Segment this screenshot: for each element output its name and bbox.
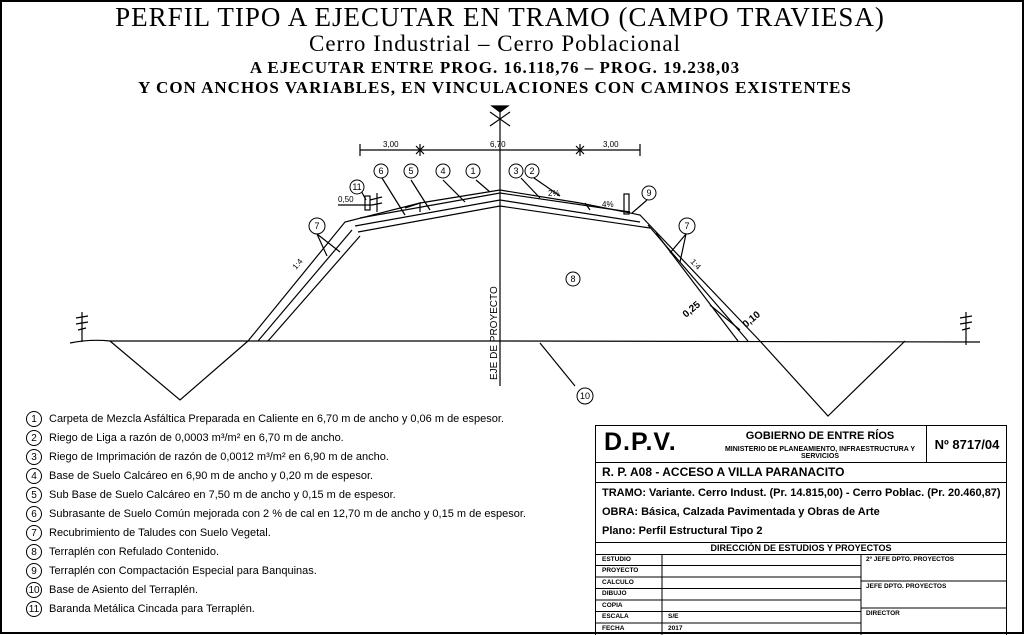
plan-number: Nº 8717/04 bbox=[926, 426, 1007, 462]
dpv-logo-text: D.P.V. bbox=[604, 428, 677, 456]
subtitle: Cerro Industrial – Cerro Poblacional bbox=[309, 31, 681, 56]
axis-label: EJE DE PROYECTO bbox=[489, 286, 500, 380]
dim-left-label: 3,00 bbox=[383, 140, 399, 149]
callout-11: 11 bbox=[352, 182, 362, 192]
callout-1: 1 bbox=[470, 166, 476, 176]
row-copia: COPIA bbox=[602, 602, 623, 609]
row-fecha: FECHA bbox=[602, 625, 625, 632]
callout-4: 4 bbox=[440, 166, 446, 176]
ground-line bbox=[70, 340, 980, 343]
escala-value: S/E bbox=[668, 613, 679, 620]
thick-010-label: 0,10 bbox=[740, 309, 763, 331]
jefe2-label: 2º JEFE DPTO. PROYECTOS bbox=[866, 556, 955, 563]
title-block bbox=[595, 425, 1007, 635]
dim-right-label: 3,00 bbox=[603, 140, 619, 149]
signature-grid bbox=[596, 554, 1006, 635]
direccion-label: DIRECCIÓN DE ESTUDIOS Y PROYECTOS bbox=[710, 543, 892, 553]
legend-item: 11 Baranda Metálica Cincada para Terraplén. bbox=[26, 600, 255, 618]
fecha-value: 2017 bbox=[668, 625, 683, 632]
row-estudio: ESTUDIO bbox=[602, 556, 631, 563]
legend-item: 7 Recubrimiento de Taludes con Suelo Vegetal. bbox=[26, 524, 271, 542]
callout-3: 3 bbox=[513, 166, 519, 176]
legend-item: 3 Riego de Imprimación de razón de 0,0012 m³/m² en 6,90 m de ancho. bbox=[26, 448, 389, 466]
director-label: DIRECTOR bbox=[866, 610, 900, 617]
right-ditch bbox=[760, 341, 905, 416]
callout-8: 8 bbox=[570, 274, 576, 284]
anchos-line: Y CON ANCHOS VARIABLES, EN VINCULACIONES CON CAMINOS EXISTENTES bbox=[138, 78, 852, 97]
dim-baranda-label: 0,50 bbox=[338, 195, 354, 204]
callout-7-left: 7 bbox=[314, 221, 320, 231]
ruta-label: R. P. A08 - ACCESO A VILLA PARANACITO bbox=[602, 465, 845, 479]
legend-item: 2 Riego de Liga a razón de 0,0003 m³/m² en 6,70 m de ancho. bbox=[26, 429, 344, 447]
ministerio-label: MINISTERIO DE PLANEAMIENTO, INFRAESTRUCTURA Y SERVICIOS bbox=[724, 446, 916, 460]
dim-center-label: 6,70 bbox=[490, 140, 506, 149]
jefe-label: JEFE DPTO. PROYECTOS bbox=[866, 583, 947, 590]
legend-item: 4 Base de Suelo Calcáreo en 6,90 m de ancho y 0,20 m de espesor. bbox=[26, 467, 373, 485]
legend-item: 8 Terraplén con Refulado Contenido. bbox=[26, 543, 219, 561]
obra-label: OBRA: Básica, Calzada Pavimentada y Obras de Arte bbox=[602, 506, 880, 518]
utility-pole-left bbox=[76, 312, 88, 342]
slope-4-label: 4% bbox=[602, 200, 614, 209]
topsoil-left bbox=[258, 230, 352, 341]
legend-item: 9 Terraplén con Compactación Especial para Banquinas. bbox=[26, 562, 317, 580]
callout-5: 5 bbox=[408, 166, 414, 176]
plano-label: Plano: Perfil Estructural Tipo 2 bbox=[602, 525, 763, 537]
row-proyecto: PROYECTO bbox=[602, 567, 639, 574]
talud-right-label: 1:4 bbox=[688, 257, 703, 272]
callout-10: 10 bbox=[579, 391, 591, 401]
gobierno-label: GOBIERNO DE ENTRE RÍOS bbox=[745, 430, 895, 442]
callout-2: 2 bbox=[529, 166, 535, 176]
slope-2-label: 2% bbox=[548, 189, 560, 198]
callout-7-right: 7 bbox=[684, 221, 690, 231]
callout-9: 9 bbox=[646, 188, 652, 198]
legend-item: 10 Base de Asiento del Terraplén. bbox=[26, 581, 198, 599]
legend-item: 5 Sub Base de Suelo Calcáreo en 7,50 m de ancho y 0,15 m de espesor. bbox=[26, 486, 396, 504]
row-calculo: CALCULO bbox=[602, 579, 634, 586]
talud-left-label: 1:4 bbox=[290, 256, 305, 272]
callout-6: 6 bbox=[378, 166, 384, 176]
tramo-label: TRAMO: Variante. Cerro Indust. (Pr. 14.815,00) - Cerro Poblac. (Pr. 20.460,87) bbox=[602, 487, 1001, 499]
main-title: PERFIL TIPO A EJECUTAR EN TRAMO (CAMPO TRAVIESA) bbox=[115, 2, 885, 32]
row-escala: ESCALA bbox=[602, 613, 629, 620]
left-ditch bbox=[110, 341, 248, 400]
utility-pole-right bbox=[960, 312, 972, 345]
legend-item: 6 Subrasante de Suelo Común mejorada con 2 % de cal en 12,70 m de ancho y 0,15 m de espesor. bbox=[26, 505, 526, 523]
row-dibujo: DIBUJO bbox=[602, 590, 627, 597]
legend-item: 1 Carpeta de Mezcla Asfáltica Preparada en Caliente en 6,70 m de ancho y 0,06 m de espesor. bbox=[26, 410, 504, 428]
thick-025-label: 0,25 bbox=[680, 299, 703, 321]
progresiva-line: A EJECUTAR ENTRE PROG. 16.118,76 – PROG. 19.238,03 bbox=[249, 58, 741, 77]
title-block-header bbox=[596, 426, 1006, 463]
